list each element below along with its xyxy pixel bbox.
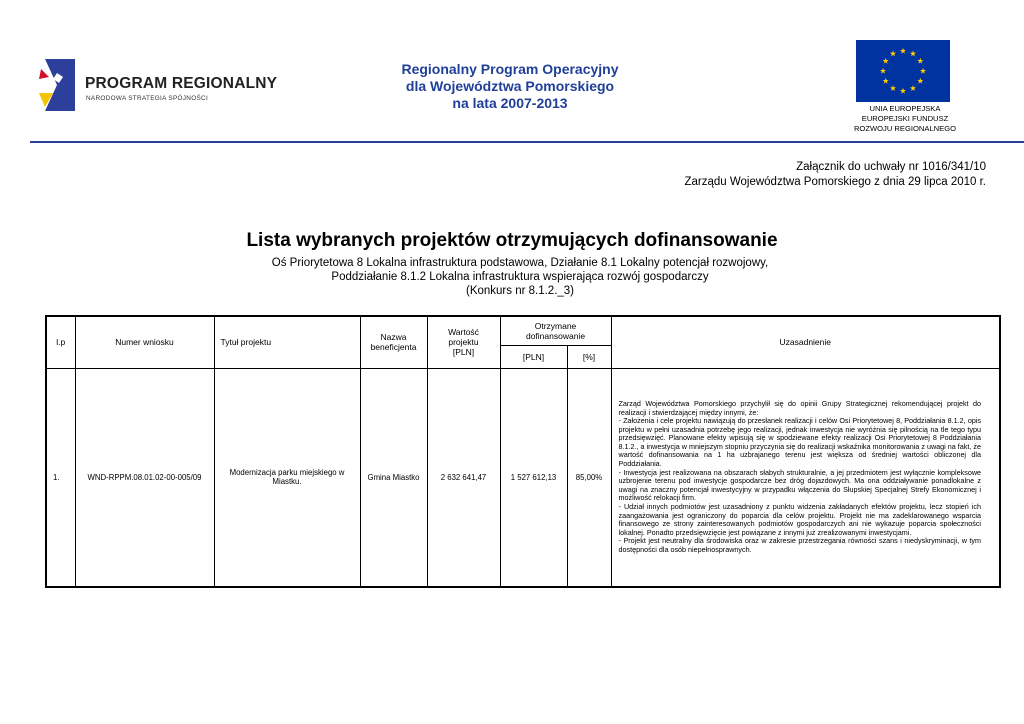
cell-lp: 1. — [46, 368, 75, 587]
program-title — [360, 61, 660, 112]
header-text: projektu — [448, 337, 479, 348]
header-nazwa-beneficjenta — [360, 316, 427, 368]
header-text: beneficjenta — [370, 342, 417, 353]
uzasadnienie-paragraph: - Udział innych podmiotów jest uzasadniony z punktu widzenia zakładanych efektów projektu, lecz stopień ich zaangażowania jest ograniczony do poparcia dla celów projektu. Projekt nie ma zadeklarowanego wsparcia finansowego ze strony zainteresowanych podmiotów gospodarczych ani nie wykazuje poparcia społeczności lokalnej. Ponadto przedsięwzięcie jest powiązane z innymi już zrealizowanymi inwestycjami. — [618, 502, 982, 537]
header-uzasadnienie: Uzasadnienie — [611, 316, 1000, 368]
cell-beneficjent: Gmina Miastko — [360, 368, 427, 587]
cell-wartosc: 2 632 641,47 — [427, 368, 500, 587]
program-title-line: na lata 2007-2013 — [452, 95, 568, 111]
subtitle-line: Poddziałanie 8.1.2 Lokalna infrastruktura wspierająca rozwój gospodarczy — [331, 271, 709, 283]
annex-line: Załącznik do uchwały nr 1016/341/10 — [796, 161, 986, 173]
eu-label — [830, 104, 980, 134]
logo-title: PROGRAM REGIONALNY — [85, 75, 278, 92]
header-tytul-projektu: Tytuł projektu — [214, 316, 360, 368]
program-title-line: dla Województwa Pomorskiego — [405, 78, 615, 94]
header-lp: l.p — [46, 316, 75, 368]
program-regionalny-logo — [35, 55, 278, 115]
logo-subtitle: NARODOWA STRATEGIA SPÓJNOŚCI — [86, 95, 209, 102]
cell-dofinansowanie-pct: 85,00% — [567, 368, 611, 587]
program-title-line: Regionalny Program Operacyjny — [401, 61, 619, 77]
subtitle-line: Oś Priorytetowa 8 Lokalna infrastruktura podstawowa, Działanie 8.1 Lokalny potencjał rozwojowy, — [271, 257, 769, 269]
header-text: Wartość — [448, 327, 479, 338]
annex-reference — [684, 160, 986, 190]
header-text: Otrzymane — [534, 320, 577, 331]
cell-tytul-projektu: Modernizacja parku miejskiego w Miastku. — [214, 368, 360, 587]
cell-uzasadnienie — [611, 368, 1000, 587]
eu-flag-icon — [856, 40, 950, 102]
table-header-row — [46, 316, 1000, 345]
eu-logo — [830, 40, 980, 134]
uzasadnienie-paragraph: - Inwestycja jest realizowana na obszarach słabych strukturalnie, a jej przedmiotem jest wyłącznie kompleksowe uzbrojenie terenu pod inwestycje gospodarcze bez dróg dojazdowych. Ma ona oddziaływanie ponadlokalne z uwagi na znaczny potencjał inwestycyjny w przypadku włączenia do Słupskiej Specjalnej Strefy Ekonomicznej i możliwość relokacji firm. — [618, 467, 982, 503]
header-text: dofinansowanie — [525, 330, 586, 341]
program-regionalny-mark-icon — [35, 55, 81, 115]
header-text: Nazwa — [380, 332, 407, 343]
subtitle-line: (Konkurs nr 8.1.2._3) — [465, 285, 575, 297]
header-pln: [PLN] — [500, 345, 567, 368]
cell-dofinansowanie-pln: 1 527 612,13 — [500, 368, 567, 587]
header-otrzymane-dofinansowanie — [500, 316, 611, 345]
header-divider — [30, 141, 1024, 143]
header-text: [PLN] — [452, 347, 475, 358]
eu-label-line: ROZWOJU REGIONALNEGO — [853, 124, 957, 133]
header-pct: [%] — [567, 345, 611, 368]
header-wartosc-projektu — [427, 316, 500, 368]
header-numer-wniosku: Numer wniosku — [75, 316, 214, 368]
eu-label-line: EUROPEJSKI FUNDUSZ — [861, 114, 949, 123]
document-title: Lista wybranych projektów otrzymujących dofinansowanie — [246, 230, 778, 251]
uzasadnienie-paragraph: - Projekt jest neutralny dla środowiska oraz w zakresie przestrzegania równości szans i niedyskryminacji, w tym dostępności dla osób niepełnosprawnych. — [618, 536, 982, 554]
eu-label-line: UNIA EUROPEJSKA — [869, 104, 941, 113]
cell-numer-wniosku: WND-RPPM.08.01.02-00-005/09 — [75, 368, 214, 587]
projects-table — [45, 315, 1001, 588]
annex-line: Zarządu Województwa Pomorskiego z dnia 29 lipca 2010 r. — [684, 176, 986, 188]
uzasadnienie-paragraph: Zarząd Województwa Pomorskiego przychylił się do opinii Grupy Strategicznej rekomendującej projekt do realizacji i stwierdzającej między innymi, że: — [618, 398, 982, 417]
uzasadnienie-paragraph: - Założenia i cele projektu nawiązują do przesłanek realizacji i celów Osi Priorytetowej 8, Poddziałania 8.1.2, opis projektu w pełni uzasadnia potrzebę jego realizacji, jednak inwestycja nie wyróżnia się pilnością na tle tego typu przedsięwzięć. Planowane efekty wpisują się w spodziewane efekty realizacji Osi Priorytetowej 8 Poddziałania 8.1.2., a inwestycja w mniejszym stopniu przyczynia się do realizacji wskaźnika monitorowania z uwagi na fakt, że wartość dofinansowania na 1 ha uzbrajanego terenu jest większa od średniej wartości obliczonej dla Poddziałania. — [618, 416, 982, 469]
table-row — [46, 368, 1000, 587]
document-subtitle — [0, 256, 1024, 298]
